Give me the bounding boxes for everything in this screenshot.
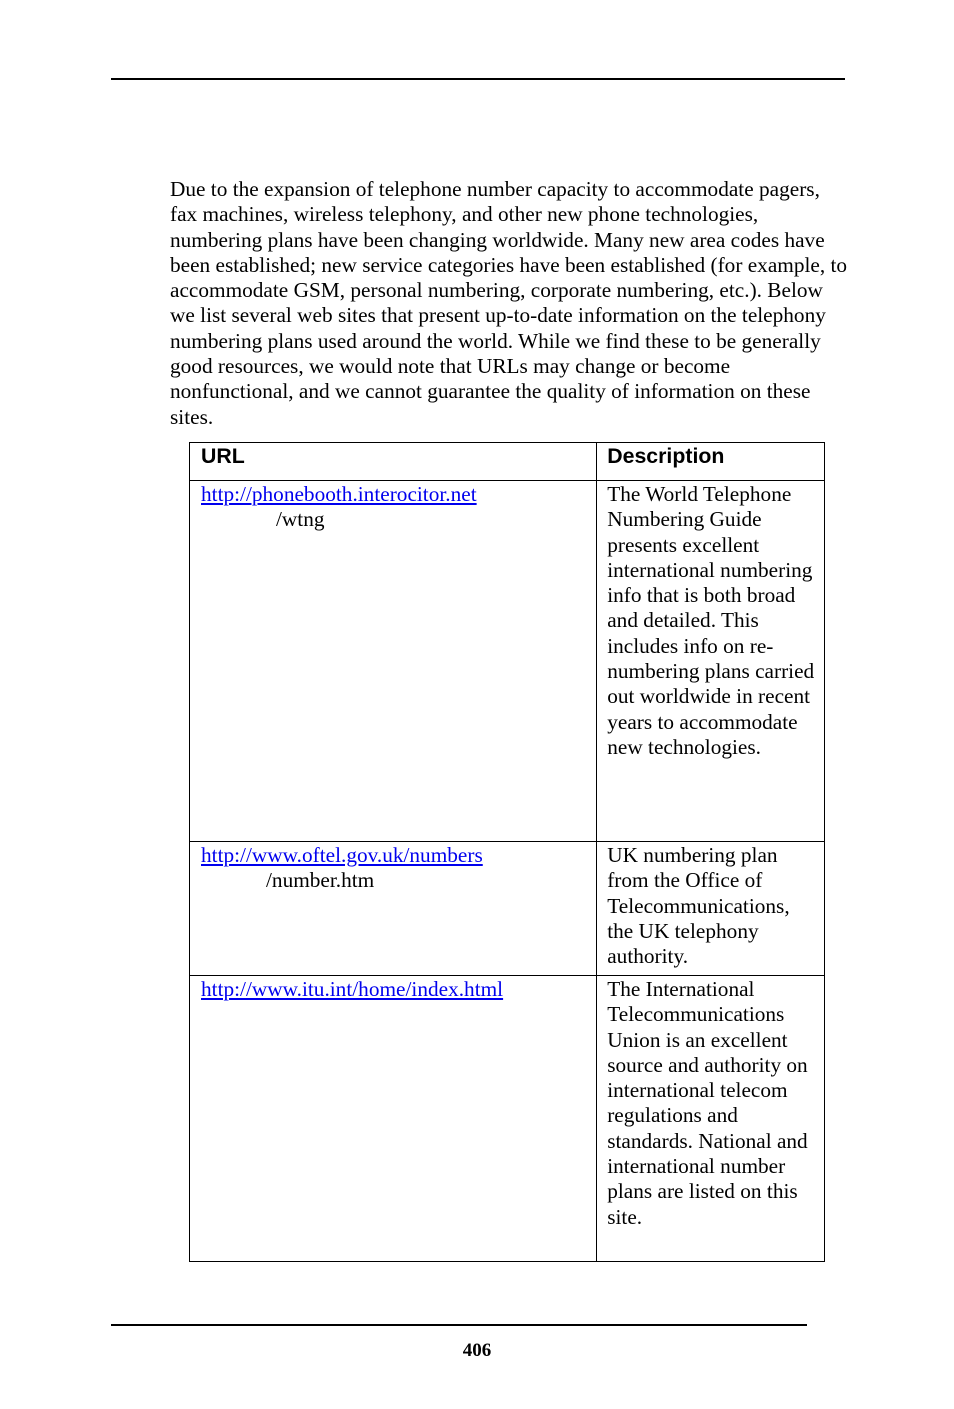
description-text: The World Telephone Numbering Guide presents excellent international numbering info that is both broad and detailed. This includes info on re-numbering plans carried out worldwide in recent years to accommodate new technologies.	[607, 482, 815, 759]
url-continuation: /number.htm	[266, 868, 375, 893]
url-link[interactable]: http://www.itu.int/home/index.html	[201, 977, 504, 1001]
header-description: Description	[597, 443, 825, 481]
header-rule	[111, 78, 845, 80]
url-cell	[190, 976, 597, 1262]
resources-table	[189, 442, 825, 1262]
url-cell	[190, 842, 597, 976]
description-cell	[597, 481, 825, 842]
intro-paragraph: Due to the expansion of telephone number capacity to accommodate pagers, fax machines, wireless telephony, and other new phone technologies, numbering plans have been changing worldwide. Many new area codes have been established; new service categories have been established (for example, to accommodate GSM, personal numbering, corporate numbering, etc.). Below we list several web sites that present up-to-date information on the telephony numbering plans used around the world. While we find these to be generally good resources, we would note that URLs may change or become nonfunctional, and we cannot guarantee the quality of information on these sites.	[170, 177, 848, 429]
url-link[interactable]: http://www.oftel.gov.uk/numbers	[201, 843, 483, 867]
url-cell	[190, 481, 597, 842]
table-row	[190, 481, 825, 842]
description-cell	[597, 842, 825, 976]
table-row	[190, 976, 825, 1262]
footer-rule	[111, 1324, 807, 1326]
table-row	[190, 842, 825, 976]
url-continuation: /wtng	[276, 507, 325, 532]
description-text: UK numbering plan from the Office of Telecommunications, the UK telephony authority.	[607, 843, 790, 969]
page-number: 406	[462, 1340, 492, 1361]
description-text: The International Telecommunications Union is an excellent source and authority on international telecom regulations and standards. National and international number plans are listed on this site.	[607, 977, 808, 1229]
description-cell	[597, 976, 825, 1262]
header-url: URL	[190, 443, 597, 481]
table-header-row	[190, 443, 825, 481]
url-link[interactable]: http://phonebooth.interocitor.net	[201, 482, 477, 506]
